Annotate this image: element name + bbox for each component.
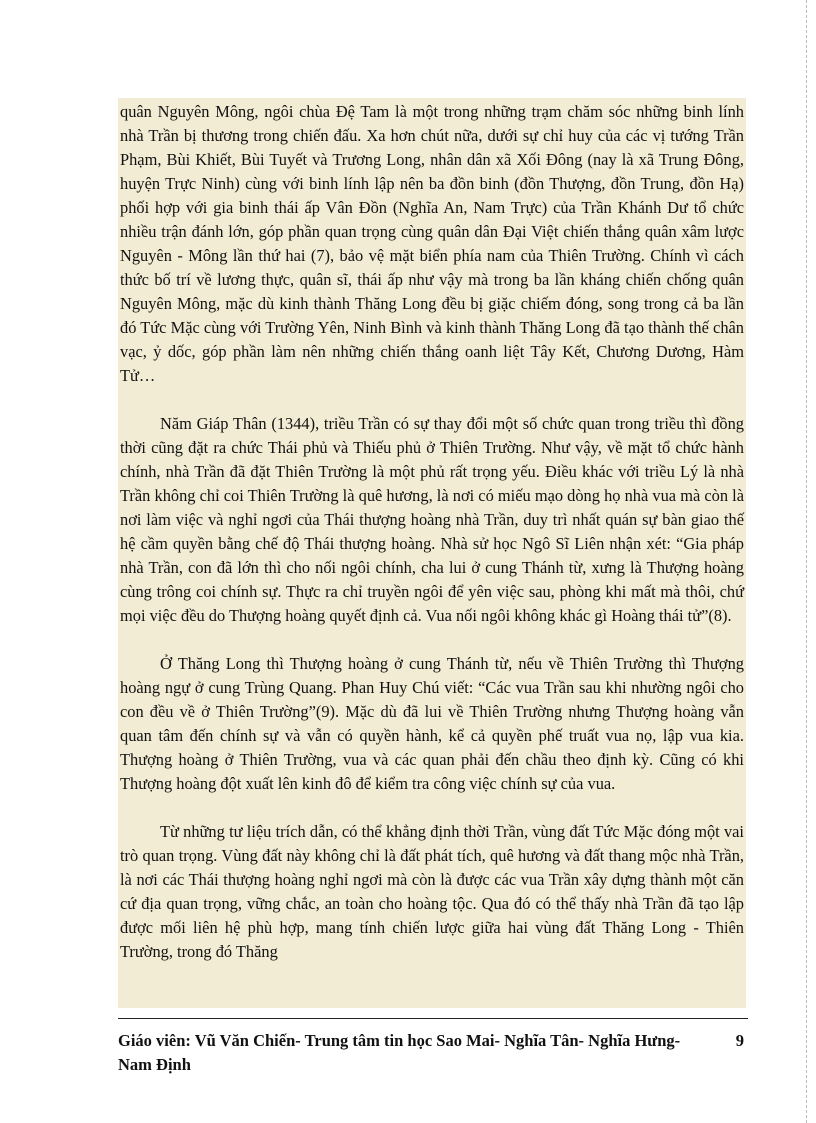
paragraph-4: Từ những tư liệu trích dẫn, có thể khẳng định thời Trần, vùng đất Tức Mặc đóng một vai trò quan trọng. Vùng đất này không chỉ là đất phát tích, quê hương và đất thang mộc nhà Trần, là nơi các Thái thượng hoàng nghỉ ngơi mà còn là được các vua Trần xây dựng thành một căn cứ địa quan trọng, vững chắc, an toàn cho hoàng tộc. Qua đó có thể thấy nhà Trần đã tạo lập được mối liên hệ phù hợp, mang tính chiến lược giữa hai vùng đất Thăng Long - Thiên Trường, trong đó Thăng <box>120 822 744 961</box>
footer-author-line: Giáo viên: Vũ Văn Chiến- Trung tâm tin học Sao Mai- Nghĩa Tân- Nghĩa Hưng- Nam Định <box>118 1031 681 1074</box>
paragraph-3: Ở Thăng Long thì Thượng hoàng ở cung Thánh từ, nếu về Thiên Trường thì Thượng hoàng ngự ở cung Trùng Quang. Phan Huy Chú viết: “Các vua Trần sau khi nhường ngôi cho con đều về ở Thiên Trường”(9). Mặc dù đã lui về Thiên Trường nhưng Thượng hoàng vẫn quan tâm đến chính sự và vẫn có quyền hành, kể cả quyền phế truất vua nọ, lập vua kia. Thượng hoàng ở Thiên Trường, vua và các quan phải đến chầu theo định kỳ. Cũng có khi Thượng hoàng đột xuất lên kinh đô để kiểm tra công việc chính sự của vua. <box>120 654 744 793</box>
page-body <box>118 98 746 1008</box>
page-number: 9 <box>735 1031 744 1050</box>
paragraph-2: Năm Giáp Thân (1344), triều Trần có sự thay đổi một số chức quan trong triều thì đồng thời cũng đặt ra chức Thái phủ và Thiếu phủ ở Thiên Trường. Như vậy, về mặt tổ chức hành chính, nhà Trần đã đặt Thiên Trường là một phủ rất trọng yếu. Điều khác với triều Lý là nhà Trần không chỉ coi Thiên Trường là quê hương, là nơi có miếu mạo dòng họ nhà vua mà còn là nơi làm việc và nghỉ ngơi của Thái thượng hoàng nhà Trần, duy trì nhất quán sự bàn giao thế hệ cầm quyền bằng chế độ Thái thượng hoàng. Nhà sử học Ngô Sĩ Liên nhận xét: “Gia pháp nhà Trần, con đã lớn thì cho nối ngôi chính, cha lui ở cung Thánh từ, xưng là Thượng hoàng cùng trông coi chính sự. Thực ra chỉ truyền ngôi để yên việc sau, phòng khi mất mà thôi, chứ mọi việc đều do Thượng hoàng quyết định cả. Vua nối ngôi không khác gì Hoàng thái tử”(8). <box>120 414 744 625</box>
paragraph-1: quân Nguyên Mông, ngôi chùa Đệ Tam là một trong những trạm chăm sóc những binh lính nhà Trần bị thương trong chiến đấu. Xa hơn chút nữa, dưới sự chỉ huy của các vị tướng Trần Phạm, Bùi Khiết, Bùi Tuyết và Trương Long, nhân dân xã Xối Đông (nay là xã Trung Đông, huyện Trực Ninh) cùng với binh lính lập nên ba đồn binh (đồn Thượng, đồn Trung, đồn Hạ) phối hợp với gia binh thái ấp Vân Đồn (Nghĩa An, Nam Trực) của Trần Khánh Dư tổ chức nhiều trận đánh lớn, góp phần quan trọng cùng quân dân Đại Việt chiến thắng quân xâm lược Nguyên - Mông lần thứ hai (7), bảo vệ mặt biển phía nam của Thiên Trường. Chính vì cách thức bố trí về lương thực, quân sĩ, thái ấp như vậy mà trong ba lần kháng chiến chống quân Nguyên Mông, mặc dù kinh thành Thăng Long đều bị giặc chiếm đóng, song trong cả ba lần đó Tức Mặc cùng với Trường Yên, Ninh Bình và kinh thành Thăng Long đã tạo thành thế chân vạc, ỷ dốc, góp phần làm nên những chiến thắng oanh liệt Tây Kết, Chương Dương, Hàm Tử… <box>120 102 744 385</box>
page-edge-divider <box>806 0 808 1123</box>
page-footer <box>118 1018 748 1077</box>
